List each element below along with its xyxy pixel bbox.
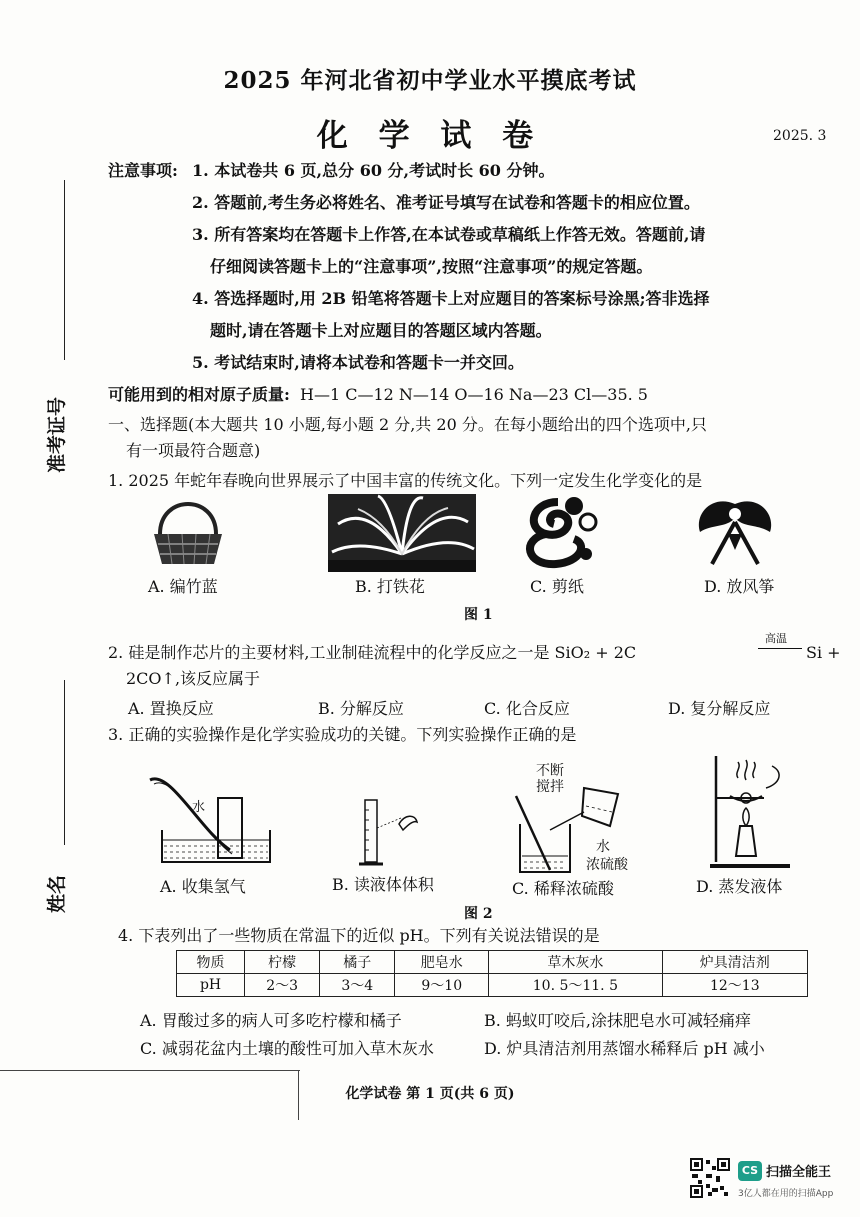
q4-option-a: A. 胃酸过多的病人可多吃柠檬和橘子 [140,1011,402,1030]
subject-title: 化 学 试 卷 [316,118,544,154]
table-cell: 9～10 [395,974,489,997]
question-3-stem: 3. 正确的实验操作是化学实验成功的关键。下列实验操作正确的是 [108,725,577,744]
ph-table-header-row [177,951,808,974]
q3-stir-label: 不断 [536,763,564,779]
q2-option-d: D. 复分解反应 [668,699,771,718]
q4-option-d: D. 炉具清洁剂用蒸馏水稀释后 pH 减小 [484,1039,765,1058]
iron-flower-image [328,494,476,572]
atomic-mass-values: H—1 C—12 N—14 O—16 Na—23 Cl—35. 5 [300,385,648,404]
q1-option-c: C. 剪纸 [530,577,584,596]
q3-acid-label: 浓硫酸 [586,857,628,873]
reaction-arrow [758,648,802,649]
table-header-cell: 物质 [177,951,245,974]
q3-option-d: D. 蒸发液体 [696,877,783,896]
q3-option-c: C. 稀释浓硫酸 [512,879,614,898]
name-label: 姓名 [46,874,68,913]
figure-2-caption: 图 2 [464,906,493,922]
q2-option-b: B. 分解反应 [318,699,404,718]
paper-cut-snake-image [516,494,600,570]
note-line: 4. 答选择题时,用 2B 铅笔将答题卡上对应题目的答案标号涂黑;答非选择 [192,289,710,308]
kite-image [692,494,778,568]
q3-option-b: B. 读液体体积 [332,875,434,894]
page-divider [0,1070,300,1071]
page-footer: 化学试卷 第 1 页(共 6 页) [345,1086,515,1102]
atomic-mass-label: 可能用到的相对原子质量: [108,385,290,404]
cylinder-reading-diagram [355,800,435,870]
note-line: 2. 答题前,考生务必将姓名、准考证号填写在试卷和答题卡的相应位置。 [192,193,700,212]
table-cell: 10. 5～11. 5 [489,974,662,997]
table-header-cell: 草木灰水 [489,951,662,974]
notes-label: 注意事项: [108,161,178,180]
scanner-tagline: 3亿人都在用的扫描App [738,1189,834,1199]
reaction-condition: 高温 [765,632,787,645]
binding-line [64,180,65,360]
question-2-stem-cont: 2CO↑,该反应属于 [126,669,261,688]
table-cell: 12～13 [662,974,807,997]
table-header-cell: 橘子 [320,951,395,974]
exam-date: 2025. 3 [773,128,827,144]
q4-option-b: B. 蚂蚁叮咬后,涂抹肥皂水可减轻痛痒 [484,1011,752,1030]
exam-id-label: 准考证号 [46,396,68,473]
q3-stir-label: 搅拌 [536,779,564,795]
q3-water-label-a: 水 [192,800,206,815]
exam-title: 2025 年河北省初中学业水平摸底考试 [223,67,637,94]
ph-table-row [177,974,808,997]
table-cell: 3～4 [320,974,395,997]
table-header-cell: 肥皂水 [395,951,489,974]
q3-water-label-c: 水 [596,839,610,855]
note-line: 3. 所有答案均在答题卡上作答,在本试卷或草稿纸上作答无效。答题前,请 [192,225,706,244]
q2-option-a: A. 置换反应 [128,699,214,718]
table-header-cell: 柠檬 [245,951,320,974]
question-2-stem: 2. 硅是制作芯片的主要材料,工业制硅流程中的化学反应之一是 SiO₂ + 2C [108,643,637,662]
section-heading: 有一项最符合题意) [126,441,261,460]
q1-option-a: A. 编竹蓝 [148,577,218,596]
q2-option-c: C. 化合反应 [484,699,570,718]
question-4-stem: 4. 下表列出了一些物质在常温下的近似 pH。下列有关说法错误的是 [118,926,600,945]
question-1-stem: 1. 2025 年蛇年春晚向世界展示了中国丰富的传统文化。下列一定发生化学变化的是 [108,471,703,490]
reaction-product: Si + [806,643,841,662]
note-line: 题时,请在答题卡上对应题目的答题区域内答题。 [210,321,552,340]
qr-code-icon [690,1158,730,1198]
hydrogen-collection-diagram [140,770,280,870]
table-header-cell: 炉具清洁剂 [662,951,807,974]
note-line: 1. 本试卷共 6 页,总分 60 分,考试时长 60 分钟。 [192,161,555,180]
table-cell: pH [177,974,245,997]
scanner-app-name: 扫描全能王 [766,1165,832,1180]
bamboo-basket-image [148,494,228,568]
table-cell: 2～3 [245,974,320,997]
section-heading: 一、选择题(本大题共 10 小题,每小题 2 分,共 20 分。在每小题给出的四个选项中,只 [108,415,707,434]
ph-table [176,950,808,997]
note-line: 仔细阅读答题卡上的“注意事项”,按照“注意事项”的规定答题。 [210,257,653,276]
q3-option-a: A. 收集氢气 [160,877,246,896]
figure-1-caption: 图 1 [464,607,493,623]
q4-option-c: C. 减弱花盆内土壤的酸性可加入草木灰水 [140,1039,434,1058]
evaporation-diagram [700,752,800,870]
q1-option-b: B. 打铁花 [355,577,425,596]
scanner-logo-icon: CS [738,1161,762,1181]
binding-line [64,680,65,845]
note-line: 5. 考试结束时,请将本试卷和答题卡一并交回。 [192,353,524,372]
q1-option-d: D. 放风筝 [704,577,775,596]
